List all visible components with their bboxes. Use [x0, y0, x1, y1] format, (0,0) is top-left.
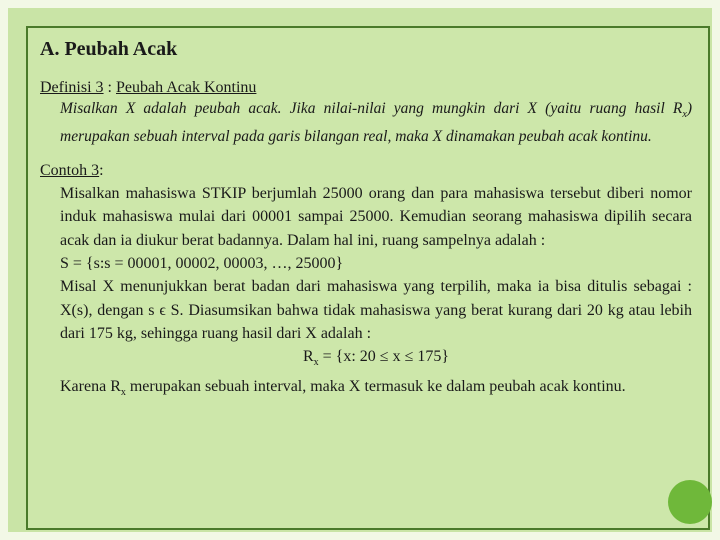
slide-title: A. Peubah Acak [40, 38, 178, 60]
definition-separator: : [103, 79, 116, 96]
slide-background [8, 8, 712, 532]
range-formula [60, 345, 692, 374]
decorative-circle [668, 480, 712, 524]
range-rest: = {x: 20 ≤ x ≤ 175} [318, 348, 450, 366]
definition-heading [40, 78, 692, 98]
example-paragraph-1: Misalkan mahasiswa STKIP berjumlah 25000 orang dan para mahasiswa tersebut diberi nomor induk mahasiswa mulai dari 00001 sampai 25000. Kemudian seorang mahasiswa dipilih secara acak dan ia diukur berat badannya. Dalam hal ini, ruang sampelnya adalah : [60, 185, 692, 249]
sample-space: S = {s:s = 00001, 00002, 00003, …, 25000} [60, 254, 344, 272]
definition-text [60, 98, 692, 148]
conclusion-post: merupakan sebuah interval, maka X termasuk ke dalam peubah acak kontinu. [125, 377, 626, 395]
definition-text-post: ) merupakan sebuah interval pada garis bilangan real, maka X dinamakan peubah acak kontinu. [60, 100, 692, 146]
content-frame [26, 26, 710, 530]
definition-label: Definisi 3 [40, 79, 104, 96]
example-body [60, 182, 692, 404]
example-paragraph-3 [60, 375, 692, 404]
definition-name: Peubah Acak Kontinu [116, 79, 257, 96]
definition-text-pre: Misalkan X adalah peubah acak. Jika nilai-nilai yang mungkin dari X (yaitu ruang hasil R [60, 100, 683, 117]
example-paragraph-2: Misal X menunjukkan berat badan dari mahasiswa yang terpilih, maka ia bisa ditulis sebagai : X(s), dengan s ϵ S. Diasumsikan bahwa tidak mahasiswa yang berat kurang dari 20 kg atau lebih dari 175 kg, sehingga ruang hasil dari X adalah : [60, 278, 692, 342]
range-R: R [302, 348, 314, 366]
range-subscript: x [313, 357, 319, 369]
conclusion-subscript: x [120, 386, 126, 398]
example-label: Contoh 3 [40, 162, 100, 180]
definition-subscript: x [682, 109, 687, 121]
slide-content [40, 36, 692, 404]
example-heading [40, 160, 692, 182]
conclusion-pre: Karena R [60, 377, 121, 395]
example-colon: : [99, 162, 104, 180]
